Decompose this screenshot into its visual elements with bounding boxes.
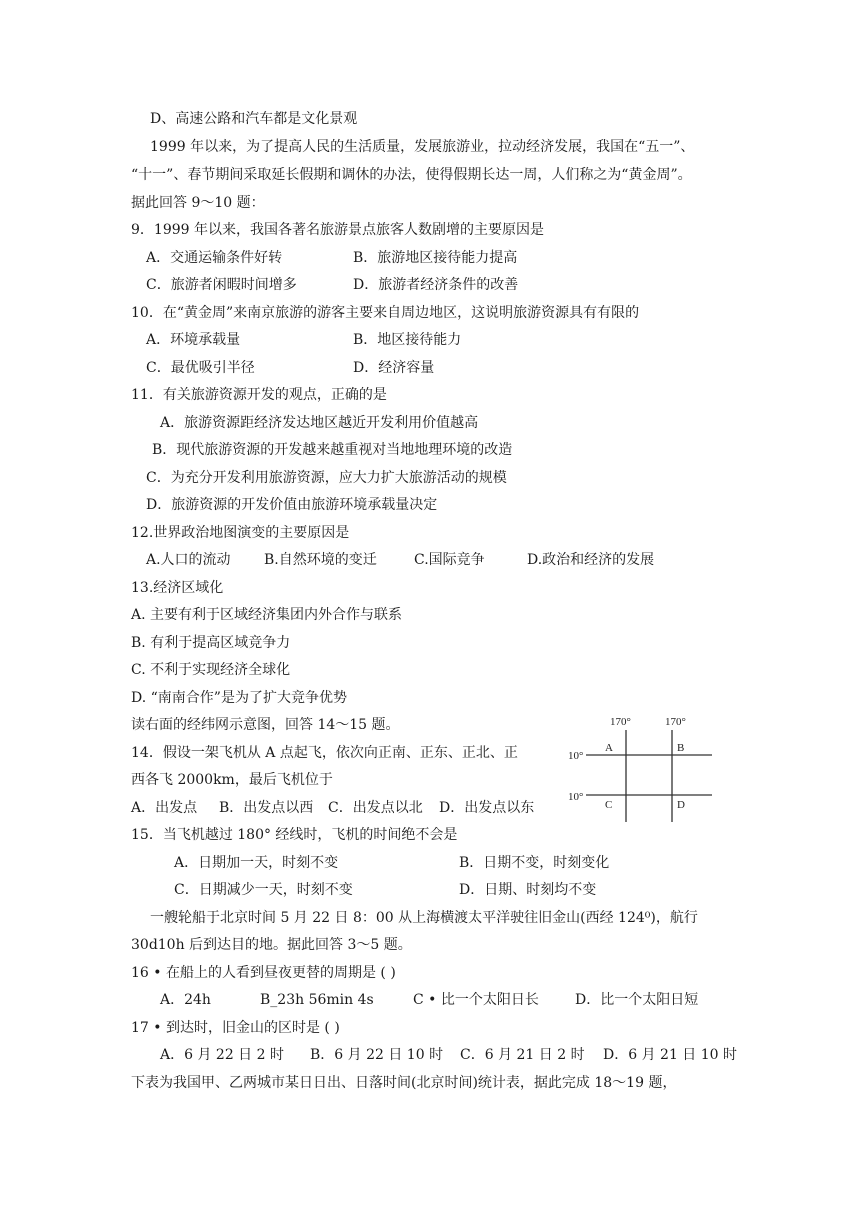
q10-option-d: D．经济容量 <box>353 360 435 376</box>
q15-option-c: C．日期减少一天，时刻不变 <box>174 882 353 898</box>
question-11: 11．有关旅游资源开发的观点，正确的是 <box>131 387 387 403</box>
diagram-instruction: 读右面的经纬网示意图，回答 14～15 题。 <box>131 717 400 733</box>
q10-option-a: A．环境承载量 <box>146 332 241 348</box>
q9-option-a: A．交通运输条件好转 <box>146 250 283 266</box>
parallel-bottom-label: 10° <box>568 791 584 803</box>
q10-options-row-2 <box>146 359 434 377</box>
parallel-top-label: 10° <box>568 750 584 762</box>
q8-option-d: D、高速公路和汽车都是文化景观 <box>150 111 358 127</box>
passage-ship-line-2: 30d10h 后到达目的地。据此回答 3～5 题。 <box>131 937 412 953</box>
q13-option-c: C. 不利于实现经济全球化 <box>131 662 291 678</box>
q17-option-a: A．6 月 22 日 2 时 <box>160 1047 284 1063</box>
q9-option-c: C．旅游者闲暇时间增多 <box>146 277 297 293</box>
question-12: 12.世界政治地图演变的主要原因是 <box>131 525 350 541</box>
q12-options-row <box>146 551 654 569</box>
q10-options-row-1 <box>146 331 461 349</box>
passage-intro-line-2: “十一”、春节期间采取延长假期和调休的办法，使得假期长达一周，人们称之为“黄金周”。 <box>131 167 692 183</box>
q13-option-d: D. “南南合作”是为了扩大竞争优势 <box>131 690 347 706</box>
q15-options-row-1 <box>174 854 609 872</box>
q9-options-row-1 <box>146 249 517 267</box>
q16-option-b: B_23h 56min 4s <box>260 992 374 1008</box>
q11-option-a: A．旅游资源距经济发达地区越近开发利用价值越高 <box>160 415 479 431</box>
q12-option-b: B.自然环境的变迁 <box>264 552 377 568</box>
q12-option-a: A.人口的流动 <box>146 552 231 568</box>
q15-option-d: D．日期、时刻均不变 <box>459 882 597 898</box>
question-13: 13.经济区域化 <box>131 580 224 596</box>
q14-option-d: D．出发点以东 <box>439 800 535 816</box>
passage-intro-line-1: 1999 年以来，为了提高人民的生活质量，发展旅游业，拉动经济发展，我国在“五一”、 <box>150 139 695 155</box>
point-d-label: D <box>677 799 685 811</box>
q14-option-a: A．出发点 <box>131 800 198 816</box>
q17-option-d: D．6 月 21 日 10 时 <box>603 1047 738 1063</box>
point-b-label: B <box>677 742 685 754</box>
q9-option-b: B．旅游地区接待能力提高 <box>353 250 518 266</box>
q15-options-row-2 <box>174 881 596 899</box>
question-17: 17 • 到达时，旧金山的区时是 ( ) <box>131 1020 340 1036</box>
question-15: 15．当飞机越过 180° 经线时，飞机的时间绝不会是 <box>131 827 458 843</box>
q9-options-row-2 <box>146 276 518 294</box>
q12-option-d: D.政治和经济的发展 <box>527 552 655 568</box>
q16-option-c: C • 比一个太阳日长 <box>413 992 539 1008</box>
q15-option-b: B．日期不变，时刻变化 <box>459 855 610 871</box>
q17-options-row <box>160 1046 737 1064</box>
question-14: 14．假设一架飞机从 A 点起飞，依次向正南、正东、正北、正 <box>131 745 518 761</box>
q17-option-c: C．6 月 21 日 2 时 <box>460 1047 585 1063</box>
q11-option-d: D．旅游资源的开发价值由旅游环境承载量决定 <box>146 497 438 513</box>
meridian-right-label: 170° <box>665 716 686 728</box>
q14-option-b: B．出发点以西 <box>219 800 314 816</box>
q9-option-d: D．旅游者经济条件的改善 <box>353 277 519 293</box>
q13-option-b: B. 有利于提高区域竞争力 <box>131 635 291 651</box>
passage-ship-line-1: 一艘轮船于北京时间 5 月 22 日 8：00 从上海横渡太平洋驶往旧金山(西经 124⁰)，航行 <box>150 910 698 926</box>
q16-option-d: D．比一个太阳日短 <box>575 992 699 1008</box>
q11-option-c: C．为充分开发利用旅游资源，应大力扩大旅游活动的规模 <box>146 470 507 486</box>
meridian-left-label: 170° <box>610 716 631 728</box>
q10-option-b: B．地区接待能力 <box>353 332 462 348</box>
q14-options-row <box>131 799 534 817</box>
q16-options-row <box>160 991 698 1009</box>
q11-option-b: B．现代旅游资源的开发越来越重视对当地地理环境的改造 <box>152 442 513 458</box>
point-c-label: C <box>605 799 613 811</box>
point-a-label: A <box>605 742 613 754</box>
q17-option-b: B．6 月 22 日 10 时 <box>310 1047 444 1063</box>
question-9: 9．1999 年以来，我国各著名旅游景点旅客人数剧增的主要原因是 <box>131 222 544 238</box>
q12-option-c: C.国际竞争 <box>414 552 485 568</box>
passage-intro-line-3: 据此回答 9～10 题： <box>131 195 265 211</box>
question-14-cont: 西各飞 2000km，最后飞机位于 <box>131 772 333 788</box>
q14-option-c: C．出发点以北 <box>328 800 423 816</box>
question-16: 16 • 在船上的人看到昼夜更替的周期是 ( ) <box>131 965 396 981</box>
lat-lon-grid-diagram <box>566 712 712 822</box>
q16-option-a: A．24h <box>160 992 211 1008</box>
q13-option-a: A. 主要有利于区域经济集团内外合作与联系 <box>131 607 403 623</box>
q15-option-a: A．日期加一天，时刻不变 <box>174 855 339 871</box>
passage-table-intro: 下表为我国甲、乙两城市某日日出、日落时间(北京时间)统计表，据此完成 18～19 题， <box>131 1075 677 1091</box>
q10-option-c: C．最优吸引半径 <box>146 360 255 376</box>
question-10: 10．在“黄金周”来南京旅游的游客主要来自周边地区，这说明旅游资源具有有限的 <box>131 305 640 321</box>
